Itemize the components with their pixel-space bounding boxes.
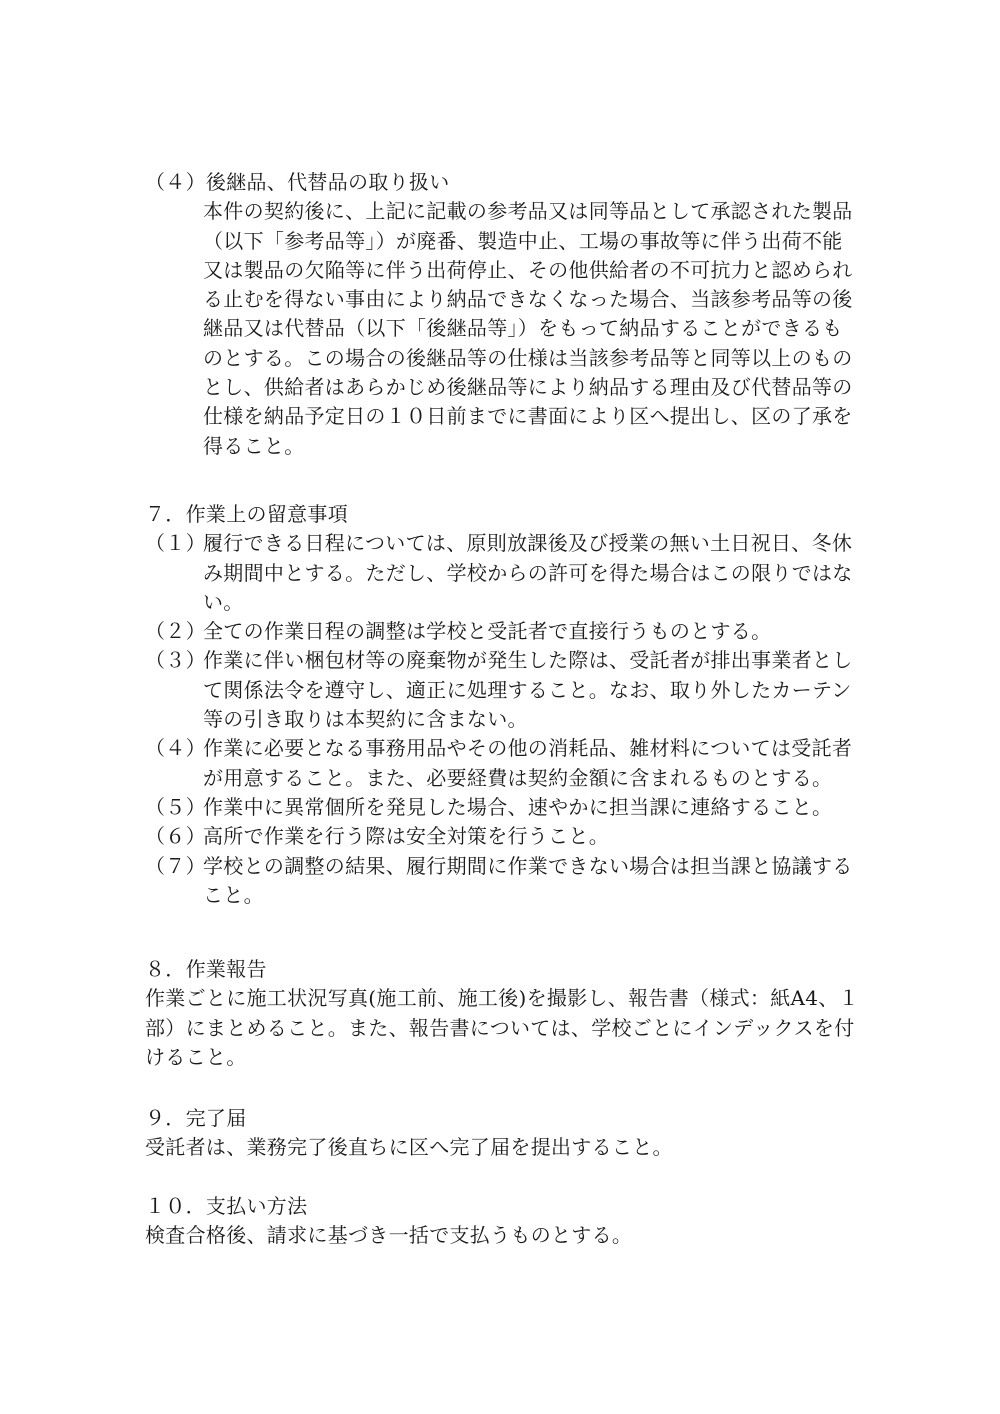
- item-continuation: が用意すること。また、必要経費は契約金額に含まれるものとする。: [203, 765, 833, 790]
- item-text: 作業に必要となる事務用品やその他の消耗品、雑材料については受託者: [203, 736, 853, 761]
- body-line: とし、供給者はあらかじめ後継品等により納品する理由及び代替品等の: [203, 375, 853, 400]
- item-text: 作業に伴い梱包材等の廃棄物が発生した際は、受託者が排出事業者とし: [203, 648, 853, 673]
- body-line: 又は製品の欠陥等に伴う出荷停止、その他供給者の不可抗力と認められ: [203, 257, 853, 282]
- list-item: [145, 793, 857, 822]
- item-number: （５）: [145, 794, 206, 819]
- subsection-4-heading: （４）後継品、代替品の取り扱い: [145, 170, 450, 194]
- item-continuation: い。: [203, 589, 244, 614]
- section-8: [145, 955, 857, 1072]
- item-text: 作業中に異常個所を発見した場合、速やかに担当課に連絡すること。: [203, 794, 833, 819]
- item-number: （２）: [145, 619, 206, 644]
- section-10-heading: １０．支払い方法: [145, 1194, 308, 1218]
- body-line: 検査合格後、請求に基づき一括で支払うものとする。: [145, 1223, 633, 1248]
- body-line: 受託者は、業務完了後直ちに区へ完了届を提出すること。: [145, 1135, 673, 1160]
- section-10: [145, 1192, 857, 1251]
- item-text: 全ての作業日程の調整は学校と受託者で直接行うものとする。: [203, 619, 772, 644]
- item-continuation: て関係法令を遵守し、適正に処理すること。なお、取り外したカーテン: [203, 677, 852, 702]
- item-text: 学校との調整の結果、履行期間に作業できない場合は担当課と協議する: [203, 853, 853, 878]
- list-item: [145, 822, 857, 851]
- body-line: 継品又は代替品（以下「後継品等」）をもって納品することができるも: [203, 316, 843, 341]
- item-continuation: こと。: [203, 882, 264, 907]
- section-9: [145, 1104, 857, 1163]
- list-item: [145, 734, 857, 763]
- body-line: （以下「参考品等」）が廃番、製造中止、工場の事故等に伴う出荷不能: [203, 228, 843, 253]
- body-line: けること。: [145, 1044, 247, 1069]
- list-item: [145, 852, 857, 881]
- list-item: [145, 646, 857, 675]
- item-text: 高所で作業を行う際は安全対策を行うこと。: [203, 824, 609, 849]
- body-line: る止むを得ない事由により納品できなくなった場合、当該参考品等の後: [203, 287, 853, 312]
- item-number: （７）: [145, 853, 206, 878]
- body-line: 仕様を納品予定日の１０日前までに書面により区へ提出し、区の了承を: [203, 404, 853, 429]
- item-number: （３）: [145, 648, 206, 673]
- list-item: [145, 529, 857, 558]
- body-line: 得ること。: [203, 433, 305, 458]
- item-text: 履行できる日程については、原則放課後及び授業の無い土日祝日、冬休: [203, 531, 853, 556]
- item-continuation: み期間中とする。ただし、学校からの許可を得た場合はこの限りではな: [203, 560, 853, 585]
- item-number: （４）: [145, 736, 206, 761]
- section-9-heading: ９．完了届: [145, 1106, 247, 1130]
- body-line: のとする。この場合の後継品等の仕様は当該参考品等と同等以上のもの: [203, 345, 853, 370]
- list-item: [145, 617, 857, 646]
- section-8-heading: ８．作業報告: [145, 957, 267, 981]
- item-number: （６）: [145, 824, 206, 849]
- body-line: 部）にまとめること。また、報告書については、学校ごとにインデックスを付: [145, 1015, 855, 1040]
- item-continuation: 等の引き取りは本契約に含まない。: [203, 707, 528, 732]
- body-line: 本件の契約後に、上記に記載の参考品又は同等品として承認された製品: [203, 199, 853, 224]
- item-number: （１）: [145, 531, 206, 556]
- subsection-4: [145, 168, 857, 461]
- body-line: 作業ごとに施工状況写真(施工前、施工後)を撮影し、報告書（様式：紙A4、１: [145, 986, 859, 1011]
- section-7: [145, 500, 857, 910]
- section-7-heading: ７．作業上の留意事項: [145, 502, 348, 526]
